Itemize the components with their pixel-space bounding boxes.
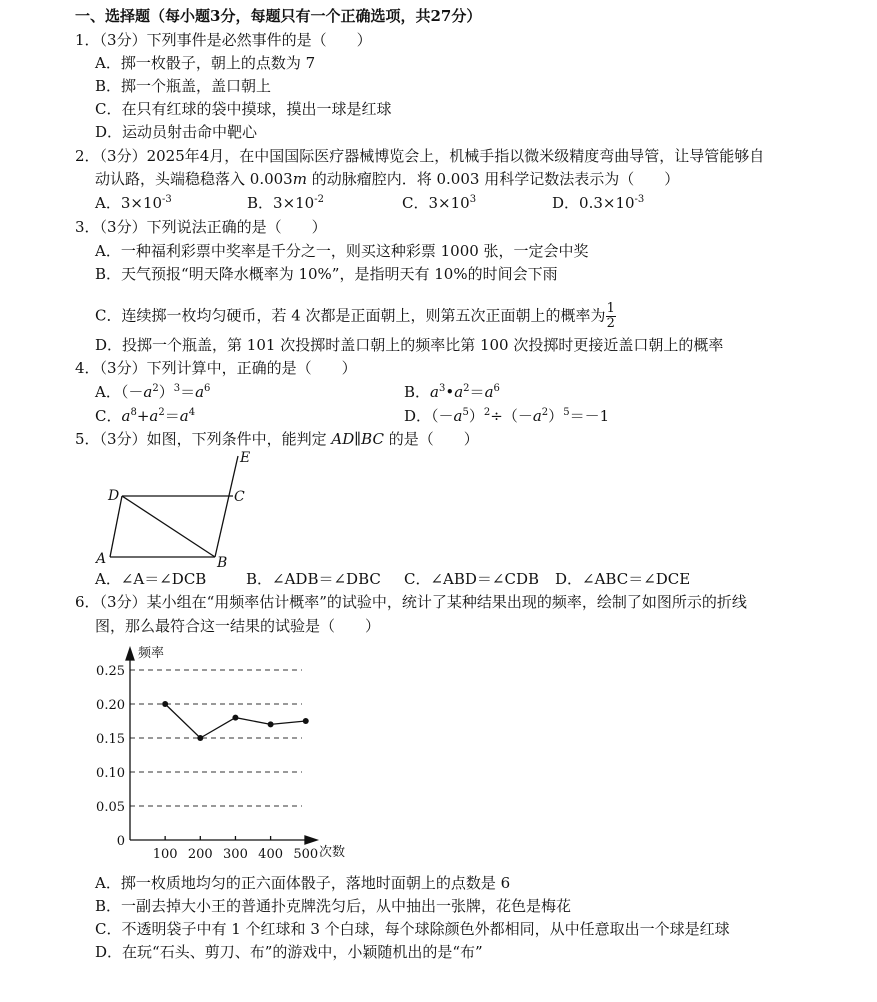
label-c: C	[234, 489, 245, 505]
y-tick-label: 0.05	[96, 800, 125, 815]
label-a: A	[96, 551, 107, 567]
q4-stem: 4．（3分）下列计算中，正确的是（ ）	[75, 359, 357, 377]
q3-stem: 3．（3分）下列说法正确的是（ ）	[75, 218, 327, 236]
x-axis-label: 次数	[319, 845, 346, 860]
y-tick-label: 0.15	[96, 732, 125, 747]
q2-option-b: B．$3\times 10^{-2}$	[247, 194, 324, 212]
label-b: B	[217, 555, 228, 571]
q2-option-d: D．$0.3\times 10^{-3}$	[552, 194, 645, 212]
q1-option-b: B．掷一个瓶盖，盖口朝上	[95, 77, 272, 95]
frequency-line-chart	[90, 640, 360, 865]
q4-option-d: D．$(-a^5)^2\div(-a^2)^5=-1$	[404, 407, 610, 425]
data-point	[232, 715, 238, 721]
y-tick-label: 0.10	[96, 766, 125, 781]
segment-da	[110, 496, 122, 557]
q1-option-a: A．掷一枚骰子，朝上的点数为 7	[95, 54, 316, 72]
y-tick-label: 0.25	[96, 664, 125, 679]
q5-option-d: D．∠ABC＝∠DCE	[555, 570, 691, 588]
y-tick-label: 0.20	[96, 698, 125, 713]
segment-be	[215, 456, 238, 557]
data-point	[268, 721, 274, 727]
data-point	[162, 701, 168, 707]
q6-stem-line2: 图，那么最符合这一结果的试验是（ ）	[95, 617, 381, 635]
q3-option-a: A．一种福利彩票中奖率是千分之一，则买这种彩票 1000 张，一定会中奖	[95, 242, 589, 260]
q5-option-c: C．∠ABD＝∠CDB	[404, 570, 540, 588]
x-tick-label: 100	[152, 847, 178, 862]
data-point	[303, 718, 309, 724]
q1-stem: 1．（3分）下列事件是必然事件的是（ ）	[75, 31, 372, 49]
q6-option-b: B．一副去掉大小王的普通扑克牌洗匀后，从中抽出一张牌，花色是梅花	[95, 897, 572, 915]
q6-option-c: C．不透明袋子中有 1 个红球和 3 个白球，每个球除颜色外都相同，从中任意取出一个球是红球	[95, 920, 730, 938]
q6-stem-line1: 6．（3分）某小组在“用频率估计概率”的试验中，统计了某种结果出现的频率，绘制了如图所示的折线	[75, 593, 747, 611]
x-tick-label: 300	[223, 847, 248, 862]
q3-option-d: D．投掷一个瓶盖，第 101 次投掷时盖口朝上的频率比第 100 次投掷时更接近盖口朝上的概率	[95, 336, 724, 354]
q5-option-a: A．∠A＝∠DCB	[95, 570, 207, 588]
data-point	[197, 735, 203, 741]
q4-option-a: A．$(-a^2)^3=a^6$	[95, 383, 211, 401]
q6-option-a: A．掷一枚质地均匀的正六面体骰子，落地时面朝上的点数是 6	[95, 874, 511, 892]
segment-db	[122, 496, 215, 557]
section-title: 一、选择题（每小题3分，每题只有一个正确选项，共27分）	[75, 7, 482, 25]
q3-option-b: B．天气预报“明天降水概率为 10%”，是指明天有 10%的时间会下雨	[95, 265, 558, 283]
q2-stem-line1: 2．（3分）2025年4月，在中国国际医疗器械博览会上，机械手指以微米级精度弯曲导管，让导管能够自	[75, 147, 765, 165]
fraction-one-half: $\frac{1}{2}$	[606, 301, 615, 331]
q4-option-c: C．$a^8+a^2=a^4$	[95, 407, 196, 425]
y-axis-label: 频率	[138, 646, 165, 661]
q1-option-d: D．运动员射击命中靶心	[95, 123, 258, 141]
q2-option-a: A．$3\times 10^{-3}$	[95, 194, 172, 212]
q3-option-c: C．连续掷一枚均匀硬币，若 4 次都是正面朝上，则第五次正面朝上的概率为 $\frac{1}{2}$	[95, 301, 615, 331]
label-e: E	[240, 450, 251, 466]
q1-option-c: C．在只有红球的袋中摸球，摸出一球是红球	[95, 100, 392, 118]
frequency-series-line	[165, 704, 306, 738]
q2-stem-line2: 动认路，头端稳稳落入 0.003m 的动脉瘤腔内．将 0.003 用科学记数法表示为（ ）	[95, 170, 680, 188]
x-axis-arrow	[305, 836, 317, 844]
q6-option-d: D．在玩“石头、剪刀、布”的游戏中，小颖随机出的是“布”	[95, 943, 483, 961]
x-tick-label: 400	[258, 847, 284, 862]
parallelogram-figure	[90, 450, 260, 572]
q4-option-b: B．$a^3•a^2=a^6$	[404, 383, 500, 401]
q2-option-c: C．$3\times 10^3$	[402, 194, 477, 212]
q5-stem: 5．（3分）如图，下列条件中，能判定 AD∥BC 的是（ ）	[75, 430, 479, 448]
q5-option-b: B．∠ADB＝∠DBC	[246, 570, 381, 588]
y-tick-label: 0	[116, 834, 125, 849]
y-axis-arrow	[126, 648, 134, 660]
label-d: D	[108, 488, 120, 504]
x-tick-label: 500	[293, 847, 319, 862]
x-tick-label: 200	[187, 847, 213, 862]
